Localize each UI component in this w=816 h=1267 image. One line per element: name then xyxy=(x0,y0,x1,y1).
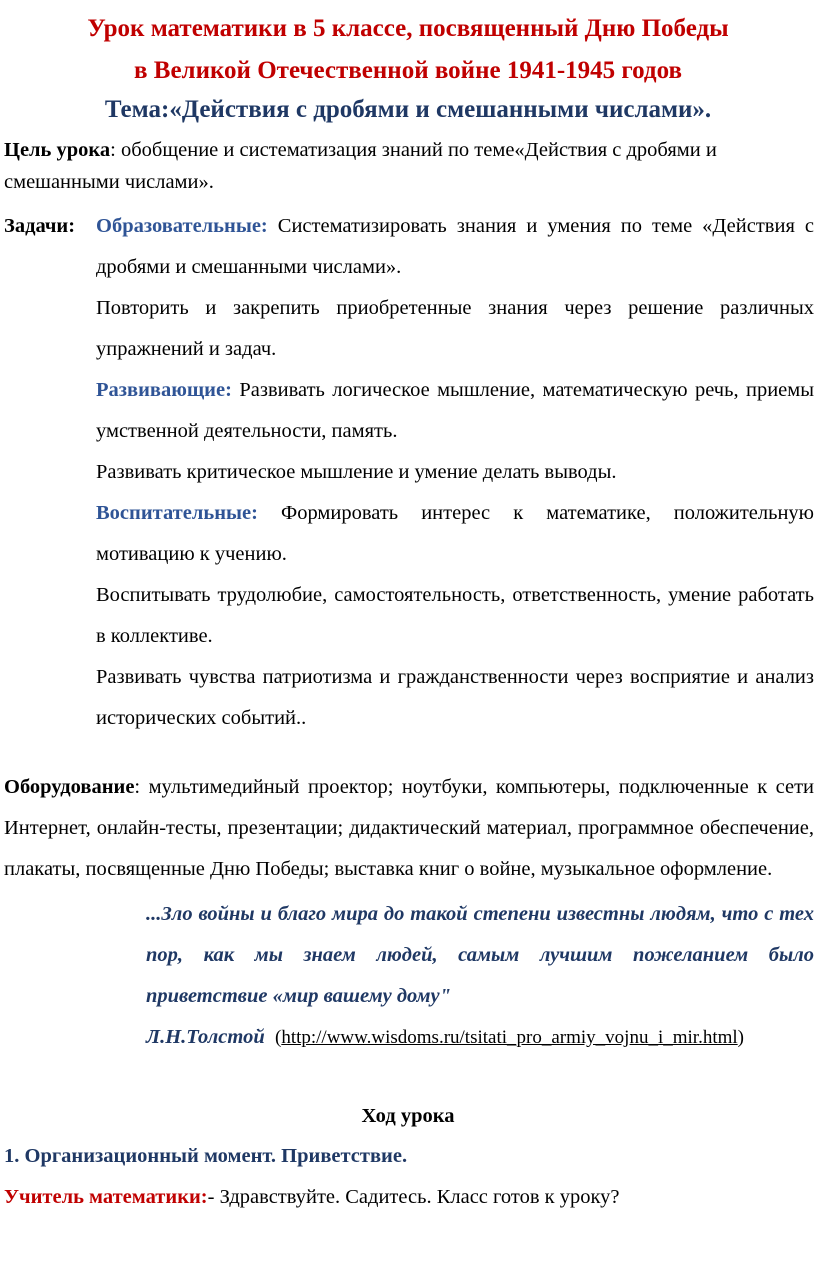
lesson-progress-heading: Ход урока xyxy=(361,1105,455,1127)
equipment-text: : мультимедийный проектор; ноутбуки, компьютеры, подключенные к сети Интернет, онлайн-тесты, презентации; дидактический материал, программное обеспечение, плакаты, посвященные Дню Победы; выставка книг о войне, музыкальное оформление. xyxy=(4,776,814,880)
epigraph-quote: ...Зло войны и благо мира до такой степени известны людям, что с тех пор, как мы знаем людей, самым лучшим пожеланием было приветствие «мир вашему дому" xyxy=(146,903,814,1007)
teacher-line xyxy=(4,1178,816,1216)
task-text: Систематизировать знания и умения по теме «Действия с дробями и смешанными числами». xyxy=(96,215,814,278)
upbringing-label: Воспитательные: xyxy=(96,502,258,524)
goal-label: Цель урока xyxy=(4,139,111,161)
section-heading-organizational: 1. Организационный момент. Приветствие. xyxy=(4,1145,408,1167)
equipment-paragraph xyxy=(4,767,814,890)
epigraph-attribution xyxy=(146,1017,814,1058)
epigraph-author: Л.Н.Толстой xyxy=(146,1026,265,1048)
educational-label: Образовательные: xyxy=(96,215,268,237)
paren-close: ) xyxy=(737,1027,744,1048)
epigraph-source-link[interactable]: http://www.wisdoms.ru/tsitati_pro_armiy_vojnu_i_mir.html xyxy=(281,1027,738,1048)
task-developing-2: Развивать критическое мышление и умение делать выводы. xyxy=(96,461,617,483)
teacher-label: Учитель математики: xyxy=(4,1186,208,1208)
tasks-body xyxy=(96,206,814,739)
task-text: Формировать интерес к математике, положительную мотивацию к учению. xyxy=(96,502,814,565)
paren-open: ( xyxy=(274,1027,282,1048)
document-title-line-1: Урок математики в 5 классе, посвященный Дню Победы xyxy=(87,15,729,42)
task-upbringing-2: Воспитывать трудолюбие, самостоятельность, ответственность, умение работать в коллективе. xyxy=(96,584,814,647)
task-text: Развивать логическое мышление, математическую речь, приемы умственной деятельности, память. xyxy=(96,379,815,442)
tasks-block xyxy=(0,206,816,739)
task-upbringing-1 xyxy=(96,493,814,575)
lesson-topic: Тема:«Действия с дробями и смешанными числами». xyxy=(104,96,712,123)
task-upbringing-3: Развивать чувства патриотизма и гражданственности через восприятие и анализ исторических событий.. xyxy=(96,666,814,729)
goal-text: : обобщение и систематизация знаний по теме«Действия с дробями и смешанными числами». xyxy=(4,139,717,193)
epigraph xyxy=(146,894,814,1058)
equipment-label: Оборудование xyxy=(4,776,135,798)
task-educational-1 xyxy=(96,206,814,288)
tasks-label: Задачи: xyxy=(4,215,76,237)
lesson-goal xyxy=(4,134,814,198)
document-title-line-2: в Великой Отечественной войне 1941-1945 годов xyxy=(134,57,682,84)
task-educational-2: Повторить и закрепить приобретенные знания через решение различных упражнений и задач. xyxy=(96,297,814,360)
developing-label: Развивающие: xyxy=(96,379,232,401)
teacher-text: - Здравствуйте. Садитесь. Класс готов к уроку? xyxy=(207,1186,620,1208)
task-developing-1 xyxy=(96,370,814,452)
